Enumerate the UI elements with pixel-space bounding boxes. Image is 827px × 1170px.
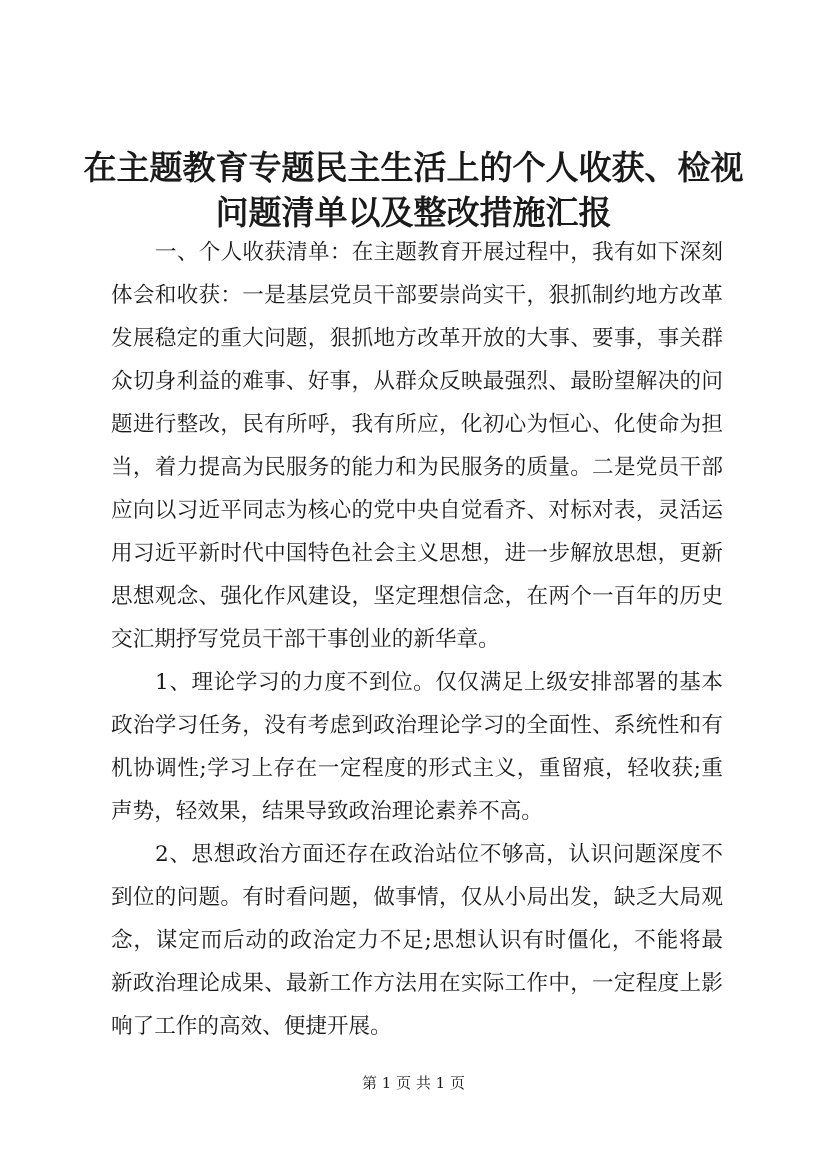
paragraph-line: 新政治理论成果、最新工作方法用在实际工作中，一定程度上影 xyxy=(111,971,723,996)
document-title-line-2: 问题清单以及整改措施汇报 xyxy=(215,193,612,232)
paragraph-line: 当，着力提高为民服务的能力和为民服务的质量。二是党员干部 xyxy=(111,455,723,480)
paragraph-line: 体会和收获：一是基层党员干部要崇尚实干，狠抓制约地方改革 xyxy=(111,283,723,308)
paragraph-line: 思想观念、强化作风建设，坚定理想信念，在两个一百年的历史 xyxy=(111,584,723,609)
paragraph-line: 一、个人收获清单：在主题教育开展过程中，我有如下深刻 xyxy=(155,240,723,265)
paragraph-line: 应向以习近平同志为核心的党中央自觉看齐、对标对表，灵活运 xyxy=(111,498,723,523)
paragraph-line: 2、思想政治方面还存在政治站位不够高，认识问题深度不 xyxy=(155,842,723,867)
page-number-footer: 第 1 页 共 1 页 xyxy=(362,1074,465,1092)
paragraph-line: 交汇期抒写党员干部干事创业的新华章。 xyxy=(111,627,500,652)
paragraph-line: 1、理论学习的力度不到位。仅仅满足上级安排部署的基本 xyxy=(155,670,723,695)
paragraph-line: 到位的问题。有时看问题，做事情，仅从小局出发，缺乏大局观 xyxy=(111,885,723,910)
paragraph-line: 众切身利益的难事、好事，从群众反映最强烈、最盼望解决的问 xyxy=(111,369,723,394)
paragraph-line: 响了工作的高效、便捷开展。 xyxy=(111,1014,392,1039)
document-title-line-1: 在主题教育专题民主生活上的个人收获、检视 xyxy=(83,148,744,187)
paragraph-line: 声势，轻效果，结果导致政治理论素养不高。 xyxy=(111,799,543,824)
paragraph-line: 政治学习任务，没有考虑到政治理论学习的全面性、系统性和有 xyxy=(111,713,723,738)
paragraph-line: 机协调性;学习上存在一定程度的形式主义，重留痕，轻收获;重 xyxy=(111,756,723,781)
paragraph-line: 题进行整改，民有所呼，我有所应，化初心为恒心、化使命为担 xyxy=(111,412,723,437)
paragraph-line: 念，谋定而后动的政治定力不足;思想认识有时僵化，不能将最 xyxy=(111,928,723,953)
paragraph-line: 发展稳定的重大问题，狠抓地方改革开放的大事、要事，事关群 xyxy=(111,326,723,351)
paragraph-line: 用习近平新时代中国特色社会主义思想，进一步解放思想，更新 xyxy=(111,541,723,566)
